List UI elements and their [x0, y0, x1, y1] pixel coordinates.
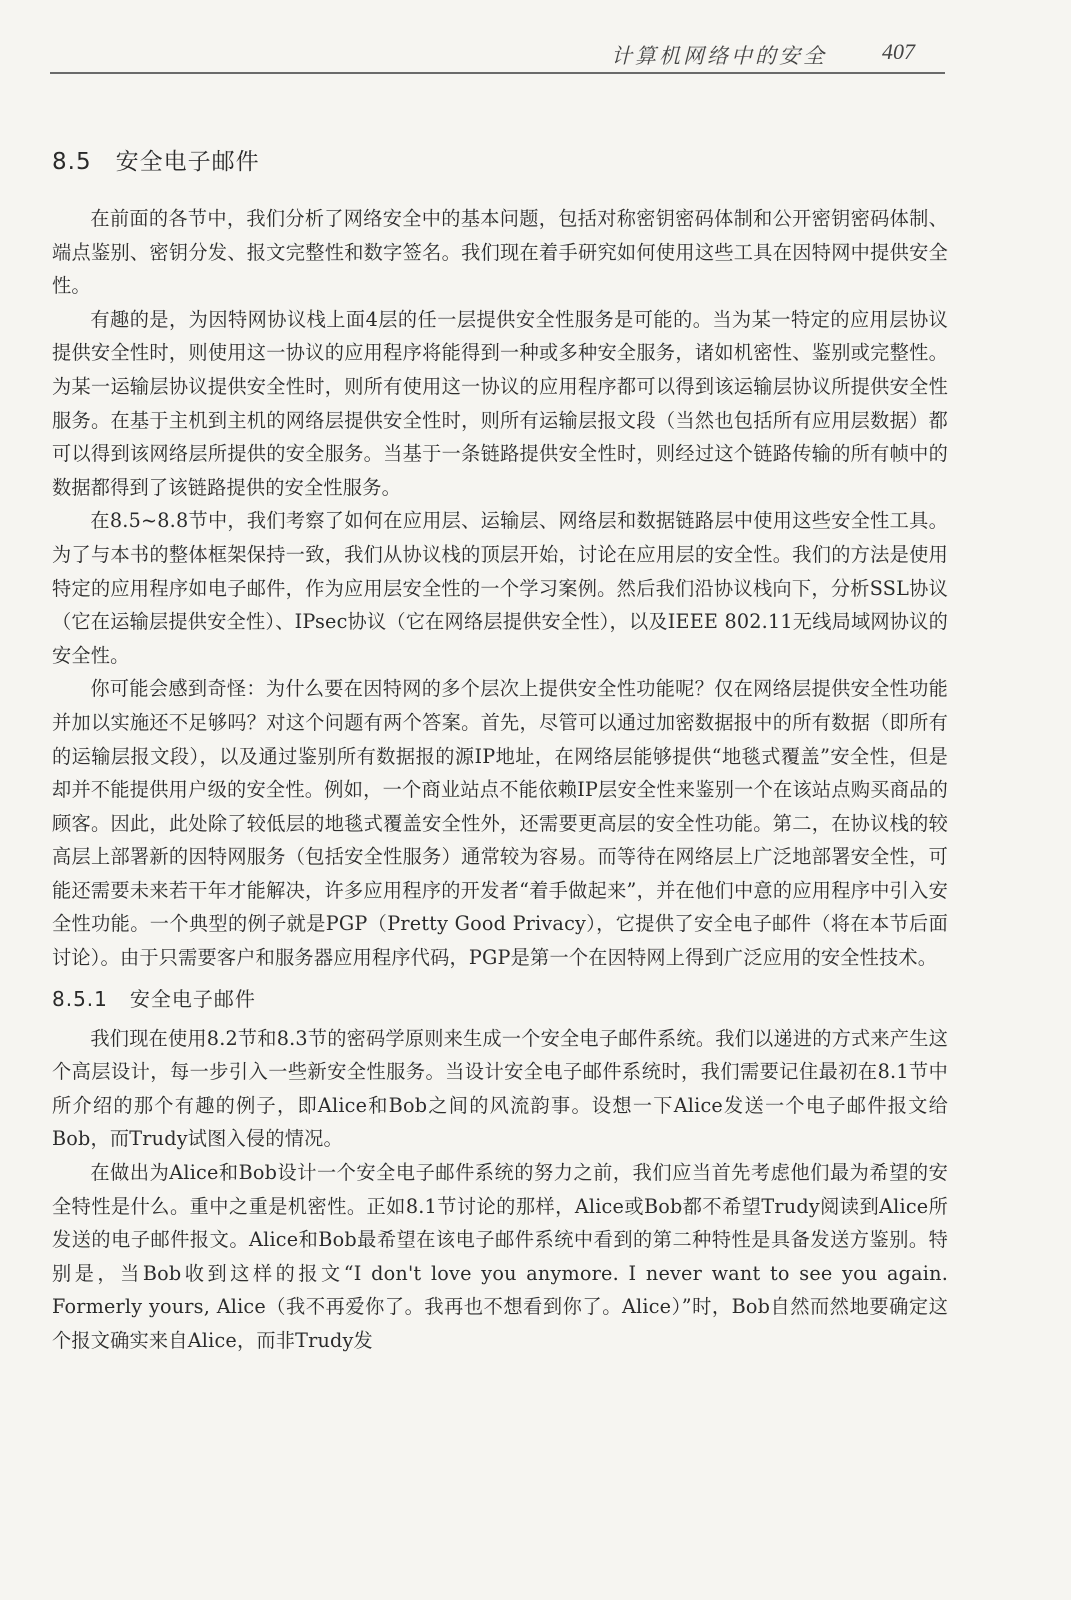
page-content	[52, 143, 948, 1358]
paragraph: 有趣的是，为因特网协议栈上面4层的任一层提供安全性服务是可能的。当为某一特定的应用层协议提供安全性时，则使用这一协议的应用程序将能得到一种或多种安全服务，诸如机密性、鉴别或完整性。为某一运输层协议提供安全性时，则所有使用这一协议的应用程序都可以得到该运输层协议所提供安全性服务。在基于主机到主机的网络层提供安全性时，则所有运输层报文段（当然也包括所有应用层数据）都可以得到该网络层所提供的安全服务。当基于一条链路提供安全性时，则经过这个链路传输的所有帧中的数据都得到了该链路提供的安全性服务。	[52, 307, 948, 499]
paragraph: 你可能会感到奇怪：为什么要在因特网的多个层次上提供安全性功能呢？仅在网络层提供安全性功能并加以实施还不足够吗？对这个问题有两个答案。首先，尽管可以通过加密数据报中的所有数据（即所有的运输层报文段），以及通过鉴别所有数据报的源IP地址，在网络层能够提供“地毯式覆盖”安全性，但是却并不能提供用户级的安全性。例如，一个商业站点不能依赖IP层安全性来鉴别一个在该站点购买商品的顾客。因此，此处除了较低层的地毯式覆盖安全性外，还需要更高层的安全性功能。第二，在协议栈的较高层上部署新的因特网服务（包括安全性服务）通常较为容易。而等待在网络层上广泛地部署安全性，可能还需要未来若干年才能解决，许多应用程序的开发者“着手做起来”，并在他们中意的应用程序中引入安全性功能。一个典型的例子就是PGP（Pretty Good Privacy），它提供了安全电子邮件（将在本节后面讨论）。由于只需要客户和服务器应用程序代码，PGP是第一个在因特网上得到广泛应用的安全性技术。	[52, 677, 948, 970]
subsection-title: 安全电子邮件	[129, 986, 256, 1011]
subsection-number: 8.5.1	[52, 986, 108, 1011]
paragraph: 在8.5~8.8节中，我们考察了如何在应用层、运输层、网络层和数据链路层中使用这些安全性工具。为了与本书的整体框架保持一致，我们从协议栈的顶层开始，讨论在应用层的安全性。我们的方法是使用特定的应用程序如电子邮件，作为应用层安全性的一个学习案例。然后我们沿协议栈向下，分析SSL协议（它在运输层提供安全性）、IPsec协议（它在网络层提供安全性），以及IEEE 802.11无线局域网协议的安全性。	[52, 509, 948, 667]
section-heading	[52, 143, 948, 176]
section-number: 8.5	[52, 149, 92, 175]
paragraph: 我们现在使用8.2节和8.3节的密码学原则来生成一个安全电子邮件系统。我们以递进的方式来产生这个高层设计，每一步引入一些新安全性服务。当设计安全电子邮件系统时，我们需要记住最初在8.1节中所介绍的那个有趣的例子，即Alice和Bob之间的风流韵事。设想一下Alice发送一个电子邮件报文给Bob，而Trudy试图入侵的情况。	[52, 1026, 948, 1151]
running-title: 计算机网络中的安全	[611, 44, 827, 68]
paragraph: 在前面的各节中，我们分析了网络安全中的基本问题，包括对称密钥密码体制和公开密钥密码体制、端点鉴别、密钥分发、报文完整性和数字签名。我们现在着手研究如何使用这些工具在因特网中提供安全性。	[52, 207, 948, 298]
page-number: 407	[882, 39, 915, 64]
subsection-heading	[52, 983, 948, 1012]
paragraph: 在做出为Alice和Bob设计一个安全电子邮件系统的努力之前，我们应当首先考虑他们最为希望的安全特性是什么。重中之重是机密性。正如8.1节讨论的那样，Alice或Bob都不希望Trudy阅读到Alice所发送的电子邮件报文。Alice和Bob最希望在该电子邮件系统中看到的第二种特性是具备发送方鉴别。特别是，当Bob收到这样的报文“I don't love you anymore. I never want to see you again. Formerly yours, Alice（我不再爱你了。我再也不想看到你了。Alice）”时，Bob自然而然地要确定这个报文确实来自Alice，而非Trudy发	[52, 1161, 948, 1352]
section-title: 安全电子邮件	[115, 149, 260, 175]
page-header	[50, 38, 945, 74]
